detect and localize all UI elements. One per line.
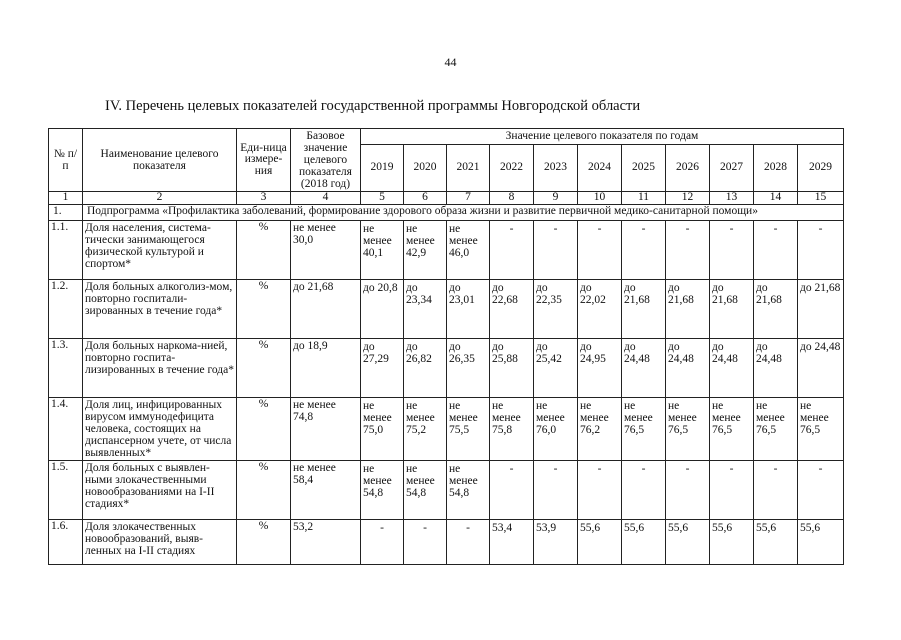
table-row xyxy=(49,220,844,279)
year-value: не менее 75,5 xyxy=(447,397,490,460)
year-value: не менее 54,8 xyxy=(447,461,490,520)
indicator-name: Доля больных наркома-нией, повторно госпита-лизированных в течение года* xyxy=(83,338,237,397)
header-year: 2028 xyxy=(754,145,798,192)
column-number: 12 xyxy=(666,192,710,205)
year-value: до 24,48 xyxy=(710,338,754,397)
year-value: - xyxy=(490,461,534,520)
column-number: 7 xyxy=(447,192,490,205)
header-year: 2029 xyxy=(798,145,844,192)
header-year: 2021 xyxy=(447,145,490,192)
year-value: до 26,82 xyxy=(404,338,447,397)
year-value: не менее 75,8 xyxy=(490,397,534,460)
year-value: 55,6 xyxy=(666,520,710,565)
table-row xyxy=(49,461,844,520)
column-number: 13 xyxy=(710,192,754,205)
year-value: до 26,35 xyxy=(447,338,490,397)
table-row xyxy=(49,338,844,397)
year-value: не менее 54,8 xyxy=(404,461,447,520)
year-value: - xyxy=(578,220,622,279)
unit-cell: % xyxy=(237,397,291,460)
year-value: 53,4 xyxy=(490,520,534,565)
indicator-name: Доля злокачественных новообразований, выяв-ленных на I-II стадиях xyxy=(83,520,237,565)
year-value: до 25,42 xyxy=(534,338,578,397)
column-number: 6 xyxy=(404,192,447,205)
column-number: 4 xyxy=(291,192,361,205)
row-index: 1.3. xyxy=(49,338,83,397)
header-year: 2025 xyxy=(622,145,666,192)
column-number: 15 xyxy=(798,192,844,205)
header-year: 2019 xyxy=(361,145,404,192)
column-number: 2 xyxy=(83,192,237,205)
base-value: не менее 58,4 xyxy=(291,461,361,520)
year-value: - xyxy=(447,520,490,565)
column-numbers-row xyxy=(49,192,844,205)
unit-cell: % xyxy=(237,520,291,565)
base-value: не менее 74,8 xyxy=(291,397,361,460)
header-year: 2024 xyxy=(578,145,622,192)
year-value: до 22,02 xyxy=(578,279,622,338)
year-value: не менее 76,5 xyxy=(754,397,798,460)
year-value: до 23,01 xyxy=(447,279,490,338)
subprogram-index: 1. xyxy=(49,204,83,220)
year-value: не менее 76,5 xyxy=(710,397,754,460)
unit-cell: % xyxy=(237,279,291,338)
year-value: - xyxy=(578,461,622,520)
year-value: до 22,35 xyxy=(534,279,578,338)
year-value: до 21,68 xyxy=(754,279,798,338)
unit-cell: % xyxy=(237,220,291,279)
unit-cell: % xyxy=(237,461,291,520)
year-value: - xyxy=(622,220,666,279)
year-value: до 24,48 xyxy=(622,338,666,397)
header-year: 2023 xyxy=(534,145,578,192)
year-value: не менее 76,5 xyxy=(666,397,710,460)
year-value: - xyxy=(798,220,844,279)
year-value: - xyxy=(798,461,844,520)
year-value: - xyxy=(404,520,447,565)
row-index: 1.2. xyxy=(49,279,83,338)
indicator-name: Доля лиц, инфицированных вирусом иммунодефицита человека, состоящих на диспансерном учете, от числа выявленных* xyxy=(83,397,237,460)
year-value: - xyxy=(754,461,798,520)
table-row xyxy=(49,397,844,460)
year-value: 55,6 xyxy=(622,520,666,565)
page-number: 44 xyxy=(444,55,457,69)
column-number: 11 xyxy=(622,192,666,205)
base-value: до 21,68 xyxy=(291,279,361,338)
subprogram-title: Подпрограмма «Профилактика заболеваний, формирование здорового образа жизни и развитие первичной медико-санитарной помощи» xyxy=(83,204,844,220)
year-value: не менее 75,2 xyxy=(404,397,447,460)
row-index: 1.5. xyxy=(49,461,83,520)
table-row xyxy=(49,520,844,565)
year-value: не менее 76,0 xyxy=(534,397,578,460)
header-unit: Еди-ница измере-ния xyxy=(237,129,291,192)
year-value: - xyxy=(490,220,534,279)
year-value: до 24,48 xyxy=(754,338,798,397)
column-number: 5 xyxy=(361,192,404,205)
year-value: до 21,68 xyxy=(666,279,710,338)
year-value: до 21,68 xyxy=(710,279,754,338)
year-value: не менее 42,9 xyxy=(404,220,447,279)
indicator-name: Доля населения, система-тически занимающегося физической культурой и спортом* xyxy=(83,220,237,279)
base-value: 53,2 xyxy=(291,520,361,565)
column-number: 9 xyxy=(534,192,578,205)
year-value: 55,6 xyxy=(710,520,754,565)
header-year: 2022 xyxy=(490,145,534,192)
year-value: 55,6 xyxy=(798,520,844,565)
year-value: 55,6 xyxy=(578,520,622,565)
column-number: 10 xyxy=(578,192,622,205)
year-value: не менее 54,8 xyxy=(361,461,404,520)
year-value: до 22,68 xyxy=(490,279,534,338)
subprogram-row xyxy=(49,204,844,220)
year-value: не менее 76,5 xyxy=(798,397,844,460)
header-index: № п/п xyxy=(49,129,83,192)
header-year: 2020 xyxy=(404,145,447,192)
year-value: не менее 76,2 xyxy=(578,397,622,460)
header-year: 2026 xyxy=(666,145,710,192)
page-title: IV. Перечень целевых показателей государственной программы Новгородской области xyxy=(105,98,641,114)
year-value: до 21,68 xyxy=(798,279,844,338)
year-value: - xyxy=(666,461,710,520)
year-value: - xyxy=(666,220,710,279)
year-value: - xyxy=(710,461,754,520)
base-value: до 18,9 xyxy=(291,338,361,397)
year-value: 55,6 xyxy=(754,520,798,565)
year-value: - xyxy=(710,220,754,279)
header-base: Базовое значение целевого показателя (2018 год) xyxy=(291,129,361,192)
year-value: - xyxy=(361,520,404,565)
column-number: 3 xyxy=(237,192,291,205)
header-name: Наименование целевого показателя xyxy=(83,129,237,192)
year-value: - xyxy=(754,220,798,279)
year-value: до 24,48 xyxy=(798,338,844,397)
year-value: до 24,95 xyxy=(578,338,622,397)
year-value: до 24,48 xyxy=(666,338,710,397)
year-value: не менее 40,1 xyxy=(361,220,404,279)
year-value: до 21,68 xyxy=(622,279,666,338)
unit-cell: % xyxy=(237,338,291,397)
year-value: 53,9 xyxy=(534,520,578,565)
row-index: 1.6. xyxy=(49,520,83,565)
year-value: не менее 75,0 xyxy=(361,397,404,460)
header-year: 2027 xyxy=(710,145,754,192)
year-value: до 20,8 xyxy=(361,279,404,338)
year-value: - xyxy=(622,461,666,520)
column-number: 1 xyxy=(49,192,83,205)
year-value: до 27,29 xyxy=(361,338,404,397)
year-value: - xyxy=(534,461,578,520)
row-index: 1.1. xyxy=(49,220,83,279)
base-value: не менее 30,0 xyxy=(291,220,361,279)
year-value: не менее 76,5 xyxy=(622,397,666,460)
year-value: не менее 46,0 xyxy=(447,220,490,279)
indicator-name: Доля больных с выявлен-ными злокачественными новообразованиями на I-II стадиях* xyxy=(83,461,237,520)
column-number: 8 xyxy=(490,192,534,205)
header-years-group: Значение целевого показателя по годам xyxy=(361,129,844,145)
year-value: - xyxy=(534,220,578,279)
indicator-name: Доля больных алкоголиз-мом, повторно госпитали-зированных в течение года* xyxy=(83,279,237,338)
target-indicators-table xyxy=(48,128,844,565)
year-value: до 23,34 xyxy=(404,279,447,338)
year-value: до 25,88 xyxy=(490,338,534,397)
table-row xyxy=(49,279,844,338)
column-number: 14 xyxy=(754,192,798,205)
row-index: 1.4. xyxy=(49,397,83,460)
